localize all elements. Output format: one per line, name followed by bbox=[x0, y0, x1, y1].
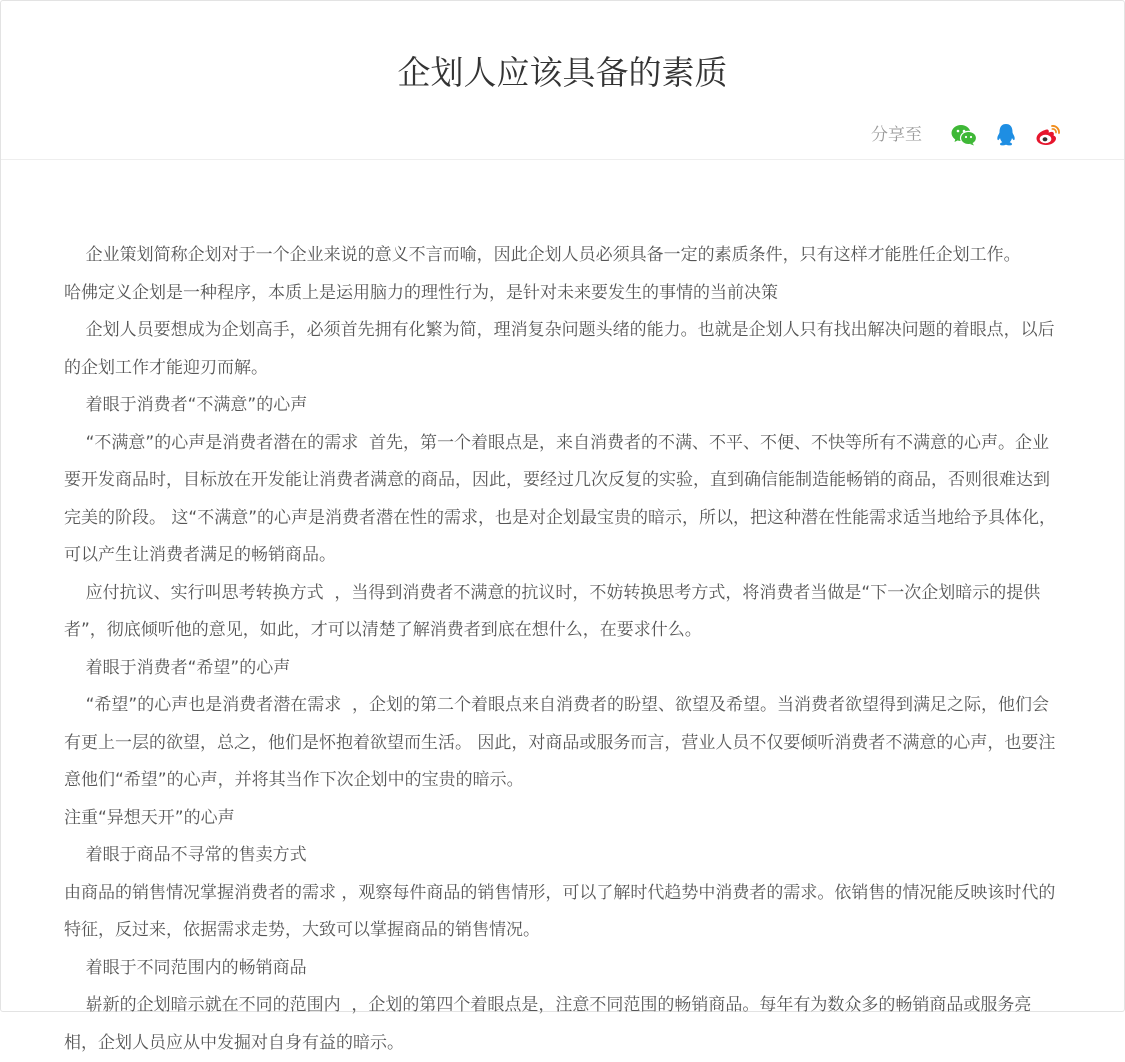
article-body bbox=[64, 237, 1064, 1062]
share-label: 分享至 bbox=[871, 125, 922, 145]
paragraph: 应付抗议、实行叫思考转换方式 ，当得到消费者不满意的抗议时，不妨转换思考方式，将消费者当做是“下一次企划暗示的提供者”，彻底倾听他的意见，如此，才可以清楚了解消费者到底在想什么，在要求什么。 bbox=[64, 582, 1041, 640]
wechat-icon[interactable] bbox=[950, 121, 978, 149]
paragraph: 着眼于消费者“不满意”的心声 bbox=[64, 395, 308, 415]
paragraph: 着眼于不同范围内的畅销商品 bbox=[64, 957, 307, 978]
paragraph: 崭新的企划暗示就在不同的范围内 ，企划的第四个着眼点是，注意不同范围的畅销商品。每年有为数众多的畅销商品或服务亮相，企划人员应从中发掘对自身有益的暗示。 bbox=[64, 995, 1032, 1053]
paragraph: 哈佛定义企划是一种程序，本质上是运用脑力的理性行为，是针对未来要发生的事情的当前决策 bbox=[64, 282, 778, 303]
paragraph: 企业策划简称企划对于一个企业来说的意义不言而喻，因此企划人员必须具备一定的素质条件，只有这样才能胜任企划工作。 bbox=[64, 245, 1021, 265]
paragraph: 着眼于消费者“希望”的心声 bbox=[64, 657, 291, 678]
paragraph: 企划人员要想成为企划高手，必须首先拥有化繁为简，理消复杂问题头绪的能力。也就是企划人只有找出解决问题的着眼点，以后的企划工作才能迎刃而解。 bbox=[64, 320, 1055, 378]
share-bar bbox=[871, 120, 1062, 150]
article-header bbox=[1, 1, 1124, 160]
page-title: 企划人应该具备的素质 bbox=[397, 53, 728, 92]
paragraph: “不满意”的心声是消费者潜在的需求 首先，第一个着眼点是，来自消费者的不满、不平、不便、不快等所有不满意的心声。企业要开发商品时，目标放在开发能让消费者满意的商品，因此，要经过几次反复的实验，直到确信能制造能畅销的商品，否则很难达到完美的阶段。 这“不满意”的心声是消费者潜在性的需求，也是对企划最宝贵的暗示，所以，把这种潜在性能需求适当地给予具体化，可以产生让消费者满足的畅销商品。 bbox=[64, 432, 1057, 565]
paragraph: “希望”的心声也是消费者潜在需求 ，企划的第二个着眼点来自消费者的盼望、欲望及希望。当消费者欲望得到满足之际，他们会有更上一层的欲望，总之，他们是怀抱着欲望而生活。 因此，对商品或服务而言，营业人员不仅要倾听消费者不满意的心声，也要注意他们“希望”的心声，并将其当作下次企划中的宝贵的暗示。 bbox=[64, 695, 1056, 790]
paragraph: 注重“异想天开”的心声 bbox=[64, 807, 235, 828]
paragraph: 着眼于商品不寻常的售卖方式 bbox=[64, 845, 307, 865]
paragraph: 由商品的销售情况掌握消费者的需求 ，观察每件商品的销售情形，可以了解时代趋势中消费者的需求。依销售的情况能反映该时代的特征，反过来，依据需求走势，大致可以掌握商品的销售情况。 bbox=[64, 882, 1056, 940]
weibo-icon[interactable] bbox=[1034, 121, 1062, 149]
qq-icon[interactable] bbox=[992, 121, 1020, 149]
